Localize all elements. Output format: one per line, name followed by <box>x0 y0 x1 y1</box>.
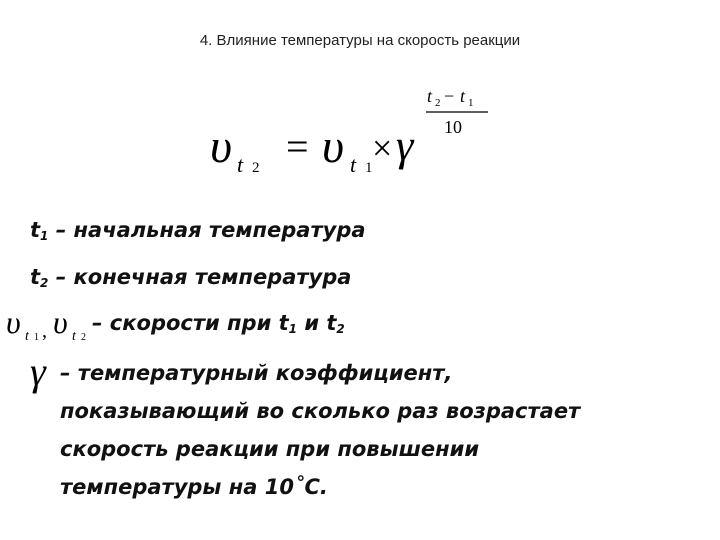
def-gamma-line4: температуры на 10˚С. <box>60 475 328 499</box>
formula-svg <box>200 80 520 190</box>
times-sign: × <box>372 128 393 168</box>
v2-sub-index: 2 <box>81 332 86 343</box>
def-velocities-index2: 2 <box>336 322 345 336</box>
def-t2-index: 2 <box>40 276 49 290</box>
lhs-sub-index: 2 <box>252 160 260 176</box>
def-gamma-line2: показывающий во сколько раз возрастает <box>60 399 581 423</box>
v2-symbol: υ <box>53 304 68 340</box>
def-gamma-line3: скорость реакции при повышении <box>60 437 480 461</box>
gamma-symbol: γ <box>30 349 46 394</box>
exp-t2-index: 2 <box>435 97 441 109</box>
def-t1-index: 1 <box>40 229 49 243</box>
gamma-base: γ <box>396 121 414 170</box>
def-t2-text: – конечная температура <box>48 265 352 289</box>
def-t2 <box>30 265 351 290</box>
lhs-v: υ <box>210 120 233 173</box>
lhs-sub-t: t <box>237 152 244 177</box>
v2-sub-t: t <box>72 329 76 344</box>
v-comma: , <box>42 320 47 342</box>
exp-t1: t <box>460 86 466 106</box>
equals-sign: = <box>286 124 309 169</box>
exp-minus: − <box>444 86 455 106</box>
exp-t1-index: 1 <box>468 97 474 109</box>
rhs-sub-index: 1 <box>365 160 373 176</box>
def-t1-text: – начальная температура <box>48 218 366 242</box>
def-velocities-index1: 1 <box>288 322 298 336</box>
def-velocities-text-pre: – скорости при t <box>92 311 289 335</box>
def-gamma-line1: – температурный коэффициент, <box>60 361 453 385</box>
def-t1-symbol: t <box>30 218 41 242</box>
exp-den: 10 <box>444 117 462 137</box>
def-velocities <box>92 311 345 336</box>
def-t2-symbol: t <box>30 265 41 289</box>
rhs-v: υ <box>322 120 345 173</box>
def-t1 <box>30 218 366 243</box>
v1-sub-index: 1 <box>34 332 39 343</box>
v1-sub-t: t <box>25 329 29 344</box>
v1-symbol: υ <box>6 304 21 340</box>
rhs-sub-t: t <box>350 152 357 177</box>
def-velocities-text-mid: и t <box>297 311 337 335</box>
exp-t2: t <box>427 86 433 106</box>
rate-temperature-formula <box>200 80 520 190</box>
v-symbols-svg <box>4 300 104 350</box>
v-symbols <box>4 300 104 350</box>
slide-title: 4. Влияние температуры на скорость реакции <box>199 32 521 49</box>
